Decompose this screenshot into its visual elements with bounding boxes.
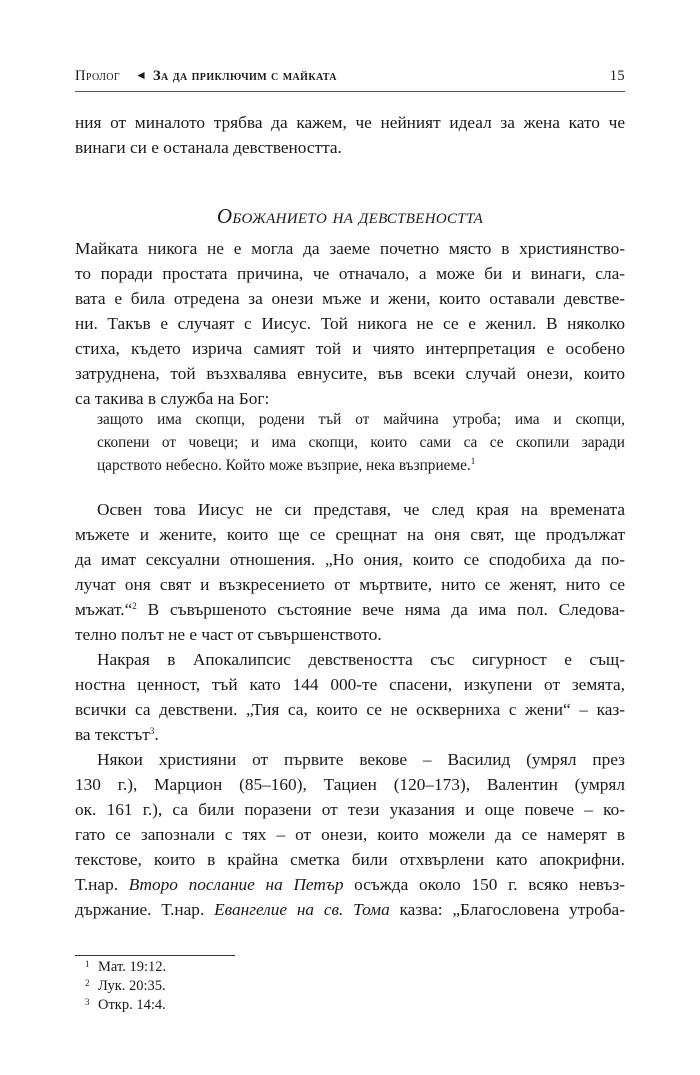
text-line: Накрая в Апокалипсис девствеността със сигурност е същ-: [97, 650, 625, 669]
footnote-number: 3: [85, 997, 90, 1007]
text-line: [75, 597, 625, 622]
header-rule: [75, 91, 625, 92]
section-heading: Обожанието на девствеността: [216, 204, 484, 228]
block-quote: [97, 408, 625, 477]
book-title: Евангелие на св. Тома: [214, 900, 390, 919]
text-line: телно полът не е част от съвършенството.: [75, 625, 382, 644]
text-fragment: Т.нар.: [75, 875, 129, 894]
text-line: са такива в служба на Бог:: [75, 389, 270, 408]
paragraph-continued: [75, 110, 625, 160]
text-line: винаги си е останала девствеността.: [75, 138, 342, 157]
footnote-text: Лук. 20:35.: [98, 978, 166, 994]
page-number: 15: [609, 68, 625, 84]
quote-line: [97, 454, 625, 477]
footnote-number: 1: [85, 959, 90, 969]
text-fragment: осъжда около 150 г. всяко невъз-: [343, 875, 625, 894]
arrow-left-icon: ◄: [135, 68, 148, 82]
text-line: стиха, където изрича самият той и чиято интерпретация е особено: [75, 339, 625, 358]
footnote: [75, 977, 375, 996]
text-line: [75, 897, 625, 922]
text-fragment: ва текстът: [75, 725, 150, 744]
footnote-ref: 1: [470, 456, 476, 466]
text-line: да имат сексуални отношения. „Но ония, които се сподобиха да по-: [75, 550, 625, 569]
text-line: гато се запознали с тях – от онези, които можели да се намерят в: [75, 825, 625, 844]
text-fragment: държание. Т.нар.: [75, 900, 215, 919]
footnote-number: 2: [85, 978, 90, 988]
quote-text: царството небесно. Който може възприе, нека възприеме.: [97, 457, 471, 474]
footnote-rule: [75, 955, 235, 956]
footnote-text: Откр. 14:4.: [98, 997, 166, 1013]
paragraph-1: [75, 236, 625, 411]
text-line: Освен това Иисус не си представя, че след края на времената: [97, 500, 625, 519]
text-line: лучат оня свят и възкресението от мъртвите, нито се женят, нито се: [75, 575, 625, 594]
paragraph-2: [75, 497, 625, 647]
text-line: Някои християни от първите векове – Василид (умрял през: [97, 750, 625, 769]
chapter-title: Пролог: [75, 68, 121, 84]
quote-line: защото има скопци, родени тъй от майчина утроба; има и скопци,: [97, 411, 625, 428]
text-line: ния от миналото трябва да кажем, че нейният идеал за жена като че: [75, 113, 625, 132]
text-fragment: мъжат.“: [75, 600, 133, 619]
running-head: [75, 68, 625, 88]
text-line: Майката никога не е могла да заеме почетно място в християнство-: [75, 239, 625, 258]
text-fragment: В съвършеното състояние вече няма да има пол. Следова-: [136, 600, 625, 619]
text-line: затруднена, той възхвалява евнусите, във всеки случай онези, които: [75, 364, 625, 383]
text-line: то поради простата причина, че отначало, а може би и винаги, сла-: [75, 264, 625, 283]
paragraph-3: [75, 647, 625, 747]
text-line: всички са девствени. „Тия са, които се не оскверниха с жени“ – каз-: [75, 700, 625, 719]
quote-line: скопени от човеци; и има скопци, които сами са се скопили заради: [97, 434, 625, 451]
text-line: 130 г.), Марцион (85–160), Тациен (120–173), Валентин (умрял: [75, 775, 625, 794]
text-line: текстове, които в крайна сметка били отхвърлени като апокрифни.: [75, 850, 625, 869]
footnote-text: Мат. 19:12.: [98, 959, 167, 975]
text-fragment: казва: „Благословена утроба-: [389, 900, 625, 919]
book-title: Второ послание на Петър: [128, 875, 344, 894]
footnote-ref: 2: [132, 601, 137, 611]
text-line: ни. Такъв е случаят с Иисус. Той никога не се е женил. В няколко: [75, 314, 625, 333]
footnote-ref: 3: [149, 726, 155, 736]
footnote: [75, 958, 375, 977]
text-line: вата е била отредена за онези мъже и жени, които оставали девстве-: [75, 289, 625, 308]
text-line: [75, 722, 625, 747]
section-title: За да приключим с майката: [153, 68, 337, 84]
text-line: мъжете и жените, които ще се срещнат на оня свят, ще продължат: [75, 525, 625, 544]
text-line: [75, 872, 625, 897]
footnotes: [75, 958, 375, 1015]
paragraph-4: [75, 747, 625, 922]
text-fragment: .: [154, 725, 159, 744]
text-line: ностна ценност, тъй като 144 000-те спасени, изкупени от земята,: [75, 675, 625, 694]
text-line: ок. 161 г.), са били поразени от тези указания и още повече – ко-: [75, 800, 625, 819]
footnote: [75, 996, 375, 1015]
